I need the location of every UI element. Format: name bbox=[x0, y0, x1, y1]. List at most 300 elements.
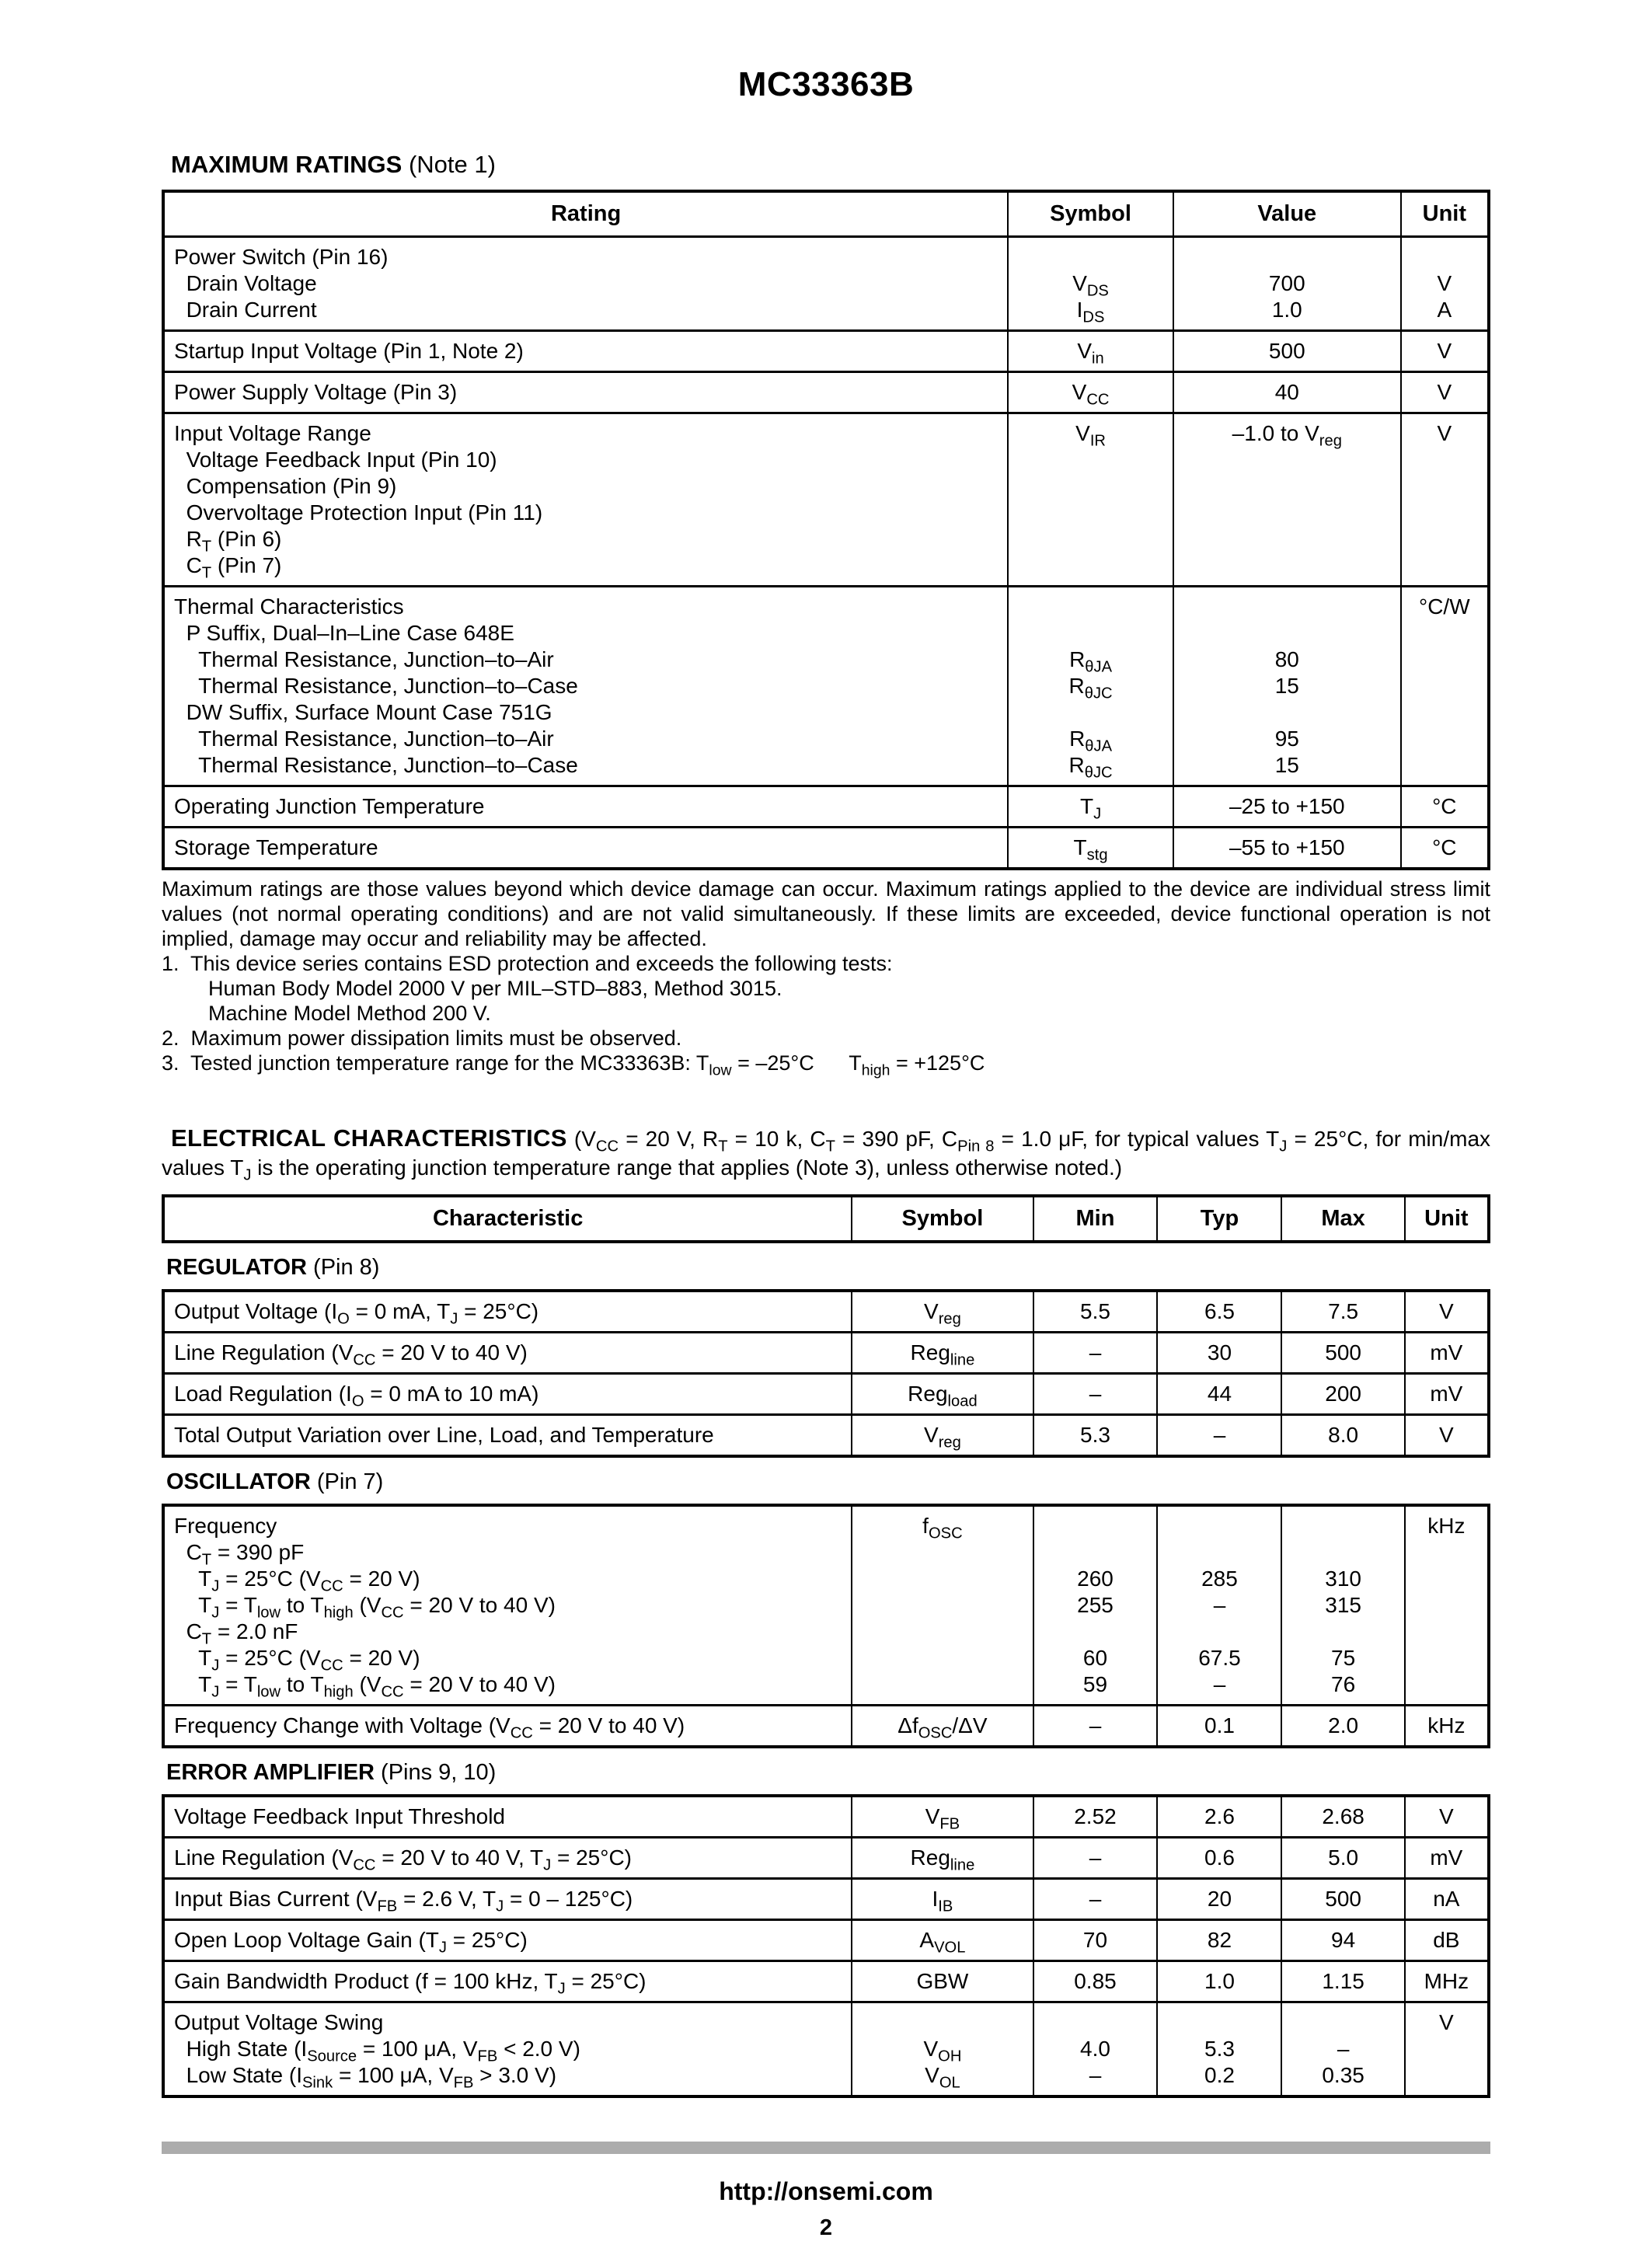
min-cell bbox=[1033, 1333, 1157, 1372]
section-title: OSCILLATOR bbox=[166, 1469, 311, 1494]
min-cell bbox=[1033, 1375, 1157, 1413]
char-cell bbox=[165, 1797, 851, 1836]
cell-line: – bbox=[1337, 2037, 1350, 2061]
cell-line: – bbox=[1089, 1845, 1102, 1870]
column-header-min: Min bbox=[1033, 1197, 1157, 1240]
cell-line: °C bbox=[1432, 794, 1457, 818]
cell-line: $R_T$ (Pin 6) bbox=[174, 527, 282, 556]
cell-line: $R_{\theta JC}$ bbox=[1068, 674, 1113, 702]
table-row bbox=[165, 329, 1487, 371]
cell-line bbox=[1012, 699, 1169, 726]
max-ratings-table-body bbox=[165, 235, 1487, 867]
cell-line: $C_T$ (Pin 7) bbox=[174, 553, 282, 582]
cell-line: V bbox=[1437, 339, 1452, 363]
cell-line: $V_{OH}$ bbox=[923, 2037, 962, 2065]
cell-line bbox=[856, 1671, 1029, 1698]
cell-line: dB bbox=[1433, 1928, 1460, 1952]
cell-line: Gain Bandwidth Product (f = 100 kHz, $T_J = 25^\circ C$) bbox=[174, 1969, 647, 1998]
unit-cell bbox=[1404, 1706, 1487, 1745]
unit-cell bbox=[1404, 1333, 1487, 1372]
cell-line: – bbox=[1213, 1672, 1226, 1696]
max-cell bbox=[1281, 1333, 1403, 1372]
typ-cell bbox=[1156, 2003, 1281, 2095]
cell-line: 1.0 bbox=[1271, 298, 1302, 322]
table-row bbox=[165, 785, 1487, 826]
max-cell bbox=[1281, 1507, 1403, 1704]
column-header-characteristic: Characteristic bbox=[432, 1206, 584, 1231]
cell-line: $T_{stg}$ bbox=[1073, 835, 1108, 864]
char-cell bbox=[165, 1838, 851, 1877]
cell-line: $T_J = T_{low}$ to $T_{high}$ ($V_{CC} = 20$ V to 40 V) bbox=[174, 1672, 556, 1701]
value-cell bbox=[1173, 414, 1400, 585]
cell-line bbox=[1177, 594, 1397, 620]
cell-line: 4.0 bbox=[1080, 2037, 1110, 2061]
rating-cell bbox=[165, 828, 1007, 867]
max-cell bbox=[1281, 1797, 1403, 1836]
cell-line: Thermal Resistance, Junction–to–Case bbox=[174, 753, 578, 777]
cell-line bbox=[1177, 244, 1397, 270]
cell-line: 75 bbox=[1331, 1646, 1356, 1670]
cell-line: $f_{OSC}$ bbox=[922, 1514, 963, 1542]
cell-line: $V_{OL}$ bbox=[925, 2063, 960, 2092]
footer-divider bbox=[162, 2142, 1490, 2154]
cell-line: $A_{VOL}$ bbox=[919, 1928, 966, 1957]
symbol-cell bbox=[851, 1292, 1032, 1331]
value-cell bbox=[1173, 373, 1400, 412]
cell-line: 700 bbox=[1268, 271, 1305, 295]
max-ratings-title: MAXIMUM RATINGS bbox=[171, 151, 403, 178]
table-row bbox=[165, 412, 1487, 585]
typ-cell bbox=[1156, 1838, 1281, 1877]
cell-line: Power Switch (Pin 16) bbox=[174, 245, 389, 269]
cell-line: 5.3 bbox=[1204, 2037, 1235, 2061]
cell-line bbox=[856, 1566, 1029, 1592]
max-cell bbox=[1281, 1706, 1403, 1745]
typ-cell bbox=[1156, 1921, 1281, 1960]
cell-line bbox=[1405, 752, 1484, 779]
cell-line bbox=[1037, 1513, 1154, 1539]
max-ratings-footnote: Maximum ratings are those values beyond which device damage can occur. Maximum ratings applied to the device are individual stress limit values (not normal operating conditions) and are not valid simultaneously. If these limits are exceeded, device functional operation is not implied, damage may occur and reliability may be affected. bbox=[162, 877, 1490, 950]
value-cell bbox=[1173, 332, 1400, 371]
cell-line: °C/W bbox=[1419, 594, 1470, 619]
footer-page-number: 2 bbox=[819, 2215, 833, 2240]
section-table bbox=[162, 1794, 1490, 2098]
cell-line: Voltage Feedback Input (Pin 10) bbox=[174, 448, 497, 472]
cell-line: 5.0 bbox=[1328, 1845, 1359, 1870]
cell-line bbox=[1012, 526, 1169, 552]
rating-cell bbox=[165, 238, 1007, 329]
symbol-cell bbox=[851, 1507, 1032, 1704]
cell-line: 95 bbox=[1274, 727, 1299, 751]
cell-line: V bbox=[1437, 380, 1452, 404]
cell-line: 500 bbox=[1325, 1340, 1361, 1364]
cell-line: – bbox=[1089, 1382, 1102, 1406]
cell-line: Input Bias Current ($V_{FB} = 2.6$ V, $T_J = 0 - 125^\circ C$) bbox=[174, 1887, 633, 1915]
cell-line bbox=[1012, 473, 1169, 500]
cell-line: $\Delta f_{OSC}/\Delta V$ bbox=[897, 1713, 988, 1742]
cell-line: Thermal Characteristics bbox=[174, 594, 404, 619]
table-row bbox=[165, 371, 1487, 412]
column-header-max: Max bbox=[1281, 1197, 1403, 1240]
cell-line: 1.0 bbox=[1204, 1969, 1235, 1993]
cell-line bbox=[1037, 1619, 1154, 1645]
symbol-cell bbox=[1007, 332, 1173, 371]
cell-line: 2.6 bbox=[1204, 1804, 1235, 1828]
footnote-line: 2. Maximum power dissipation limits must be observed. bbox=[162, 1026, 682, 1050]
cell-line: Voltage Feedback Input Threshold bbox=[174, 1804, 506, 1828]
cell-line: – bbox=[1089, 1340, 1102, 1364]
cell-line: GBW bbox=[916, 1969, 969, 1993]
cell-line: –55 to +150 bbox=[1229, 835, 1345, 859]
column-header-rating: Rating bbox=[550, 201, 622, 226]
char-cell bbox=[165, 1962, 851, 2001]
cell-line: 82 bbox=[1207, 1928, 1232, 1952]
cell-line: Drain Voltage bbox=[174, 271, 317, 295]
char-cell bbox=[165, 1333, 851, 1372]
cell-line: – bbox=[1089, 1887, 1102, 1911]
value-cell bbox=[1173, 787, 1400, 826]
min-cell bbox=[1033, 1416, 1157, 1455]
cell-line: V bbox=[1437, 421, 1452, 445]
cell-line: 0.1 bbox=[1204, 1713, 1235, 1737]
table-row bbox=[165, 1331, 1487, 1372]
cell-line: 500 bbox=[1325, 1887, 1361, 1911]
cell-line bbox=[1405, 552, 1484, 579]
cell-line: kHz bbox=[1427, 1713, 1466, 1737]
cell-line bbox=[856, 1645, 1029, 1671]
cell-line: – bbox=[1213, 1593, 1226, 1617]
cell-line: $R_{\theta JA}$ bbox=[1069, 727, 1113, 755]
column-header-symbol: Symbol bbox=[1007, 193, 1173, 235]
cell-line: 76 bbox=[1331, 1672, 1356, 1696]
cell-line bbox=[1161, 2009, 1277, 2036]
cell-line: Reg$_{line}$ bbox=[910, 1340, 975, 1369]
cell-line: Thermal Resistance, Junction–to–Air bbox=[174, 647, 554, 671]
cell-line: $T_J$ bbox=[1079, 794, 1102, 823]
typ-cell bbox=[1156, 1507, 1281, 1704]
cell-line: Input Voltage Range bbox=[174, 421, 371, 445]
cell-line: 20 bbox=[1207, 1887, 1232, 1911]
symbol-cell bbox=[1007, 373, 1173, 412]
rating-cell bbox=[165, 414, 1007, 585]
cell-line: 15 bbox=[1274, 674, 1299, 698]
cell-line: $V_{reg}$ bbox=[924, 1299, 961, 1328]
typ-cell bbox=[1156, 1797, 1281, 1836]
unit-cell bbox=[1404, 1507, 1487, 1704]
cell-line bbox=[1177, 473, 1397, 500]
cell-line: 80 bbox=[1274, 647, 1299, 671]
cell-line bbox=[1012, 500, 1169, 526]
cell-line: 0.85 bbox=[1074, 1969, 1117, 1993]
cell-line bbox=[1285, 1513, 1400, 1539]
symbol-cell bbox=[1007, 238, 1173, 329]
cell-line: – bbox=[1213, 1423, 1226, 1447]
cell-line bbox=[1177, 500, 1397, 526]
electrical-title: ELECTRICAL CHARACTERISTICS bbox=[171, 1124, 567, 1152]
cell-line: 7.5 bbox=[1328, 1299, 1359, 1323]
cell-line: 1.15 bbox=[1322, 1969, 1364, 1993]
cell-line: $C_T = 2.0$ nF bbox=[174, 1619, 298, 1648]
cell-line bbox=[1409, 2036, 1484, 2062]
electrical-table-header bbox=[162, 1194, 1490, 1243]
page-title: MC33363B bbox=[737, 65, 915, 103]
cell-line bbox=[1285, 1539, 1400, 1566]
cell-line: 40 bbox=[1274, 380, 1299, 404]
cell-line bbox=[1037, 1539, 1154, 1566]
cell-line: kHz bbox=[1427, 1514, 1466, 1538]
table-row bbox=[165, 1919, 1487, 1960]
cell-line: Thermal Resistance, Junction–to–Air bbox=[174, 727, 554, 751]
typ-cell bbox=[1156, 1416, 1281, 1455]
cell-line: 44 bbox=[1207, 1382, 1232, 1406]
cell-line: 59 bbox=[1082, 1672, 1108, 1696]
max-cell bbox=[1281, 1416, 1403, 1455]
cell-line: V bbox=[1439, 1423, 1454, 1447]
symbol-cell bbox=[851, 1797, 1032, 1836]
table-row bbox=[165, 826, 1487, 867]
cell-line: 2.52 bbox=[1074, 1804, 1117, 1828]
cell-line: Frequency Change with Voltage ($V_{CC} = 20$ V to 40 V) bbox=[174, 1713, 685, 1742]
table-row bbox=[165, 1292, 1487, 1331]
typ-cell bbox=[1156, 1292, 1281, 1331]
char-cell bbox=[165, 1706, 851, 1745]
cell-line: 6.5 bbox=[1204, 1299, 1235, 1323]
cell-line: 310 bbox=[1325, 1567, 1361, 1591]
cell-line: $V_{CC}$ bbox=[1072, 380, 1110, 409]
symbol-cell bbox=[851, 1706, 1032, 1745]
symbol-cell bbox=[851, 1962, 1032, 2001]
cell-line bbox=[1285, 1619, 1400, 1645]
footnote-line: Human Body Model 2000 V per MIL–STD–883, Method 3015. bbox=[162, 977, 782, 1000]
table-row bbox=[165, 2001, 1487, 2095]
unit-cell bbox=[1400, 587, 1487, 785]
symbol-cell bbox=[1007, 828, 1173, 867]
cell-line: Line Regulation ($V_{CC} = 20$ V to 40 V, $T_J = 25^\circ C$) bbox=[174, 1845, 632, 1874]
unit-cell bbox=[1404, 1962, 1487, 2001]
cell-line bbox=[1409, 1671, 1484, 1698]
cell-line bbox=[1405, 726, 1484, 752]
min-cell bbox=[1033, 1962, 1157, 2001]
typ-cell bbox=[1156, 1375, 1281, 1413]
typ-cell bbox=[1156, 1706, 1281, 1745]
typ-cell bbox=[1156, 1962, 1281, 2001]
max-cell bbox=[1281, 1838, 1403, 1877]
symbol-cell bbox=[851, 1333, 1032, 1372]
electrical-header-row bbox=[165, 1197, 1487, 1240]
max-cell bbox=[1281, 2003, 1403, 2095]
cell-line bbox=[1409, 1645, 1484, 1671]
char-cell bbox=[165, 1416, 851, 1455]
cell-line bbox=[1405, 699, 1484, 726]
cell-line: V bbox=[1439, 1299, 1454, 1323]
cell-line: nA bbox=[1433, 1887, 1460, 1911]
electrical-heading bbox=[162, 1124, 1490, 1182]
cell-line bbox=[1177, 620, 1397, 647]
page-content bbox=[162, 151, 1490, 2241]
cell-line bbox=[856, 1539, 1029, 1566]
table-row bbox=[165, 1372, 1487, 1413]
char-cell bbox=[165, 1375, 851, 1413]
section-title-note: (Pin 8) bbox=[306, 1255, 380, 1280]
cell-line bbox=[1012, 447, 1169, 473]
section-table bbox=[162, 1504, 1490, 1748]
electrical-conditions: ($V_{CC} = 20$ V, $R_T = 10$ k, $C_T = 390$ pF, $C_{Pin 8} = 1.0$ μF, for typical values $T_J = 25^\circ C$, for min/max values $T_J$ is the operating junction temperature range that applies (Note 3), unless otherwise noted.) bbox=[162, 1127, 1491, 1184]
table-row bbox=[165, 1877, 1487, 1919]
cell-line: $V_{in}$ bbox=[1077, 339, 1104, 368]
section-heading bbox=[166, 1469, 1490, 1495]
cell-line: 67.5 bbox=[1198, 1646, 1241, 1670]
char-cell bbox=[165, 2003, 851, 2095]
cell-line bbox=[1161, 1513, 1277, 1539]
cell-line: 500 bbox=[1268, 339, 1305, 363]
symbol-cell bbox=[851, 2003, 1032, 2095]
column-header-typ: Typ bbox=[1156, 1197, 1281, 1240]
typ-cell bbox=[1156, 1333, 1281, 1372]
symbol-cell bbox=[851, 1921, 1032, 1960]
unit-cell bbox=[1400, 828, 1487, 867]
cell-line: 5.3 bbox=[1080, 1423, 1110, 1447]
unit-cell bbox=[1400, 238, 1487, 329]
max-cell bbox=[1281, 1921, 1403, 1960]
symbol-cell bbox=[851, 1880, 1032, 1919]
cell-line: P Suffix, Dual–In–Line Case 648E bbox=[174, 621, 514, 645]
cell-line: Line Regulation ($V_{CC} = 20$ V to 40 V) bbox=[174, 1340, 528, 1369]
cell-line: Overvoltage Protection Input (Pin 11) bbox=[174, 500, 543, 525]
cell-line bbox=[1405, 500, 1484, 526]
cell-line bbox=[1405, 673, 1484, 699]
cell-line: 200 bbox=[1325, 1382, 1361, 1406]
cell-line: $I_{DS}$ bbox=[1076, 298, 1105, 326]
value-cell bbox=[1173, 587, 1400, 785]
char-cell bbox=[165, 1292, 851, 1331]
cell-line: Power Supply Voltage (Pin 3) bbox=[174, 380, 458, 404]
rating-cell bbox=[165, 373, 1007, 412]
symbol-cell bbox=[851, 1375, 1032, 1413]
min-cell bbox=[1033, 2003, 1157, 2095]
min-cell bbox=[1033, 1706, 1157, 1745]
cell-line bbox=[1405, 473, 1484, 500]
unit-cell bbox=[1404, 2003, 1487, 2095]
rating-cell bbox=[165, 787, 1007, 826]
cell-line bbox=[1405, 447, 1484, 473]
cell-line: 255 bbox=[1077, 1593, 1114, 1617]
unit-cell bbox=[1404, 1375, 1487, 1413]
cell-line bbox=[1177, 552, 1397, 579]
cell-line: mV bbox=[1430, 1340, 1463, 1364]
cell-line: $V_{DS}$ bbox=[1072, 271, 1109, 300]
cell-line bbox=[1012, 620, 1169, 647]
unit-cell bbox=[1404, 1416, 1487, 1455]
cell-line: $V_{reg}$ bbox=[924, 1423, 961, 1452]
unit-cell bbox=[1400, 373, 1487, 412]
cell-line bbox=[1405, 244, 1484, 270]
cell-line: 8.0 bbox=[1328, 1423, 1359, 1447]
cell-line: $V_{IR}$ bbox=[1075, 421, 1106, 450]
cell-line: V bbox=[1439, 1804, 1454, 1828]
cell-line: °C bbox=[1432, 835, 1457, 859]
min-cell bbox=[1033, 1921, 1157, 1960]
min-cell bbox=[1033, 1880, 1157, 1919]
table-row bbox=[165, 1960, 1487, 2001]
cell-line bbox=[1012, 552, 1169, 579]
column-header-value: Value bbox=[1173, 193, 1400, 235]
cell-line: Output Voltage ($I_O = 0$ mA, $T_J = 25^\circ C$) bbox=[174, 1299, 539, 1328]
cell-line: 0.6 bbox=[1204, 1845, 1235, 1870]
symbol-cell bbox=[1007, 414, 1173, 585]
cell-line bbox=[856, 1592, 1029, 1619]
cell-line bbox=[1409, 1592, 1484, 1619]
footnote-line: Machine Model Method 200 V. bbox=[162, 1002, 491, 1025]
cell-line: –25 to +150 bbox=[1229, 794, 1345, 818]
unit-cell bbox=[1404, 1921, 1487, 1960]
char-cell bbox=[165, 1880, 851, 1919]
symbol-cell bbox=[851, 1838, 1032, 1877]
cell-line bbox=[1409, 1539, 1484, 1566]
cell-line: Drain Current bbox=[174, 298, 317, 322]
cell-line: 2.68 bbox=[1322, 1804, 1364, 1828]
cell-line bbox=[1405, 620, 1484, 647]
cell-line: High State ($I_{Source} = 100$ μA, $V_{FB} < 2.0$ V) bbox=[174, 2037, 580, 2065]
cell-line bbox=[1012, 594, 1169, 620]
max-ratings-title-note: (Note 1) bbox=[402, 151, 496, 178]
max-ratings-header-row bbox=[165, 193, 1487, 235]
cell-line: Operating Junction Temperature bbox=[174, 794, 485, 818]
section-title-note: (Pin 7) bbox=[310, 1469, 384, 1494]
max-ratings-heading bbox=[171, 151, 1490, 179]
cell-line: Startup Input Voltage (Pin 1, Note 2) bbox=[174, 339, 524, 363]
column-header-unit: Unit bbox=[1400, 193, 1487, 235]
cell-line: – bbox=[1089, 1713, 1102, 1737]
cell-line: V bbox=[1439, 2010, 1454, 2034]
unit-cell bbox=[1404, 1797, 1487, 1836]
char-cell bbox=[165, 1507, 851, 1704]
typ-cell bbox=[1156, 1880, 1281, 1919]
unit-cell bbox=[1404, 1292, 1487, 1331]
cell-line: Reg$_{line}$ bbox=[910, 1845, 975, 1874]
unit-cell bbox=[1400, 787, 1487, 826]
cell-line: Output Voltage Swing bbox=[174, 2010, 384, 2034]
cell-line bbox=[1409, 1566, 1484, 1592]
table-row bbox=[165, 585, 1487, 785]
cell-line: Thermal Resistance, Junction–to–Case bbox=[174, 674, 578, 698]
cell-line bbox=[1409, 1619, 1484, 1645]
cell-line: Total Output Variation over Line, Load, and Temperature bbox=[174, 1423, 714, 1447]
electrical-sections bbox=[162, 1255, 1490, 2098]
cell-line: Load Regulation ($I_O = 0$ mA to 10 mA) bbox=[174, 1382, 539, 1410]
max-ratings-table bbox=[162, 190, 1490, 870]
cell-line bbox=[1037, 2009, 1154, 2036]
cell-line bbox=[1012, 244, 1169, 270]
table-row bbox=[165, 1507, 1487, 1704]
cell-line: 2.0 bbox=[1328, 1713, 1359, 1737]
cell-line: V bbox=[1437, 271, 1452, 295]
cell-line bbox=[856, 1619, 1029, 1645]
value-cell bbox=[1173, 828, 1400, 867]
column-header-symbol: Symbol bbox=[851, 1197, 1032, 1240]
cell-line: mV bbox=[1430, 1382, 1463, 1406]
cell-line: $T_J = 25^\circ C$ ($V_{CC} = 20$ V) bbox=[174, 1646, 420, 1675]
min-cell bbox=[1033, 1292, 1157, 1331]
section-heading bbox=[166, 1760, 1490, 1786]
cell-line: 0.35 bbox=[1322, 2063, 1364, 2087]
cell-line: 30 bbox=[1207, 1340, 1232, 1364]
max-cell bbox=[1281, 1292, 1403, 1331]
cell-line: 5.5 bbox=[1080, 1299, 1110, 1323]
cell-line: $T_J = T_{low}$ to $T_{high}$ ($V_{CC} = 20$ V to 40 V) bbox=[174, 1593, 556, 1622]
char-cell bbox=[165, 1921, 851, 1960]
cell-line: 0.2 bbox=[1204, 2063, 1235, 2087]
cell-line: 15 bbox=[1274, 753, 1299, 777]
